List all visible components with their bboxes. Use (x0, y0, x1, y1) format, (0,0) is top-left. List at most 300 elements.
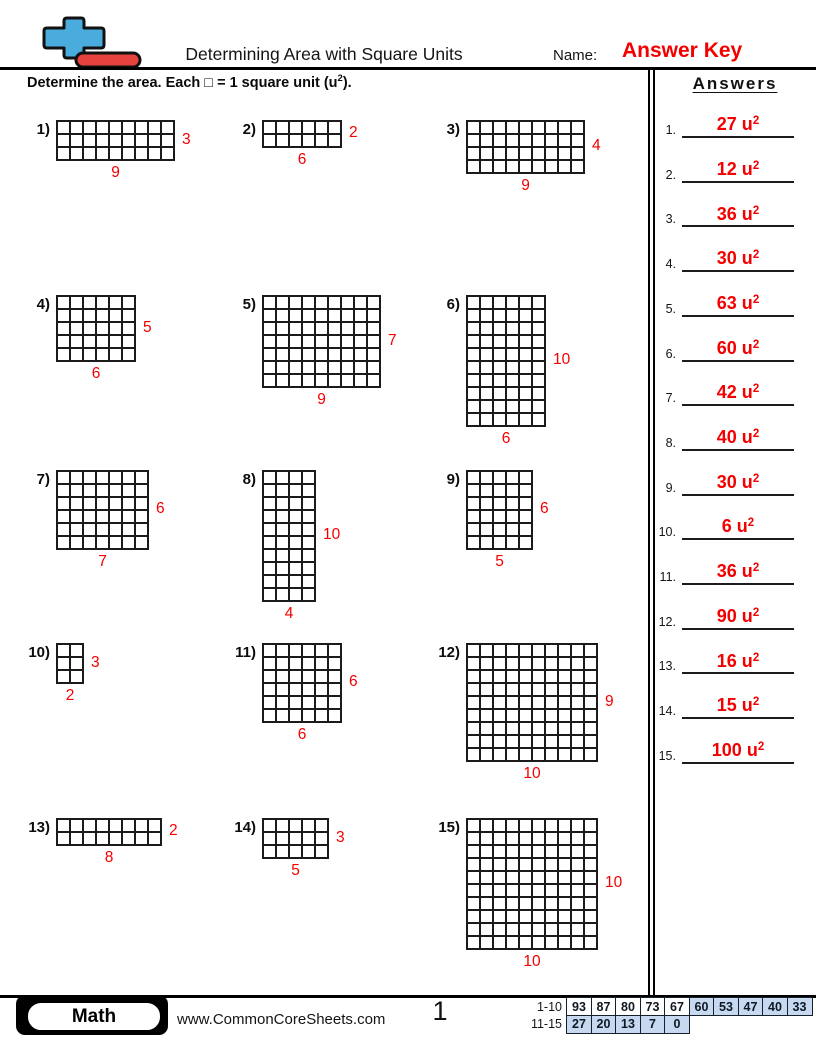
width-label: 6 (91, 365, 101, 382)
grid-cell (545, 644, 558, 657)
grid-cell (57, 121, 70, 134)
grid-cell (558, 871, 571, 884)
grid-cell (328, 657, 341, 670)
grid-cell (367, 322, 380, 335)
grid-cell (519, 484, 532, 497)
grid-cell (545, 832, 558, 845)
answer-blank (682, 741, 794, 764)
grid-cell (545, 121, 558, 134)
grid-cell (506, 657, 519, 670)
answer-blank (682, 652, 794, 675)
grid-cell (135, 484, 148, 497)
grid-cell (315, 696, 328, 709)
grid-cell (57, 147, 70, 160)
answer-superscript: 2 (752, 293, 760, 306)
grid-cell (506, 832, 519, 845)
grid-cell (289, 644, 302, 657)
grid-cell (315, 670, 328, 683)
grid-cell (493, 819, 506, 832)
grid-cell (558, 884, 571, 897)
grid-cell (532, 936, 545, 949)
grid-cell (467, 722, 480, 735)
grid-cell (545, 936, 558, 949)
grid-cell (467, 897, 480, 910)
answer-row (650, 240, 800, 272)
answer-row (650, 508, 800, 540)
grid-cell (467, 296, 480, 309)
grid-cell (519, 160, 532, 173)
grid-cell (532, 923, 545, 936)
grid-cell (341, 322, 354, 335)
instruction-text (27, 73, 352, 91)
grid-cell (545, 858, 558, 871)
grid-cell (571, 923, 584, 936)
grid-cell (506, 819, 519, 832)
grid-cell (558, 160, 571, 173)
grid-cell (571, 683, 584, 696)
height-label: 5 (143, 318, 152, 336)
grid-cell (354, 348, 367, 361)
grid-cell (109, 819, 122, 832)
grid-cell (571, 147, 584, 160)
grid-cell (263, 523, 276, 536)
grid-cell (109, 471, 122, 484)
grid-cell (276, 296, 289, 309)
grid-cell (532, 670, 545, 683)
grid-cell (289, 335, 302, 348)
grid-cell (506, 696, 519, 709)
height-label: 6 (349, 673, 358, 690)
grid-cell (57, 484, 70, 497)
grid-cell (263, 484, 276, 497)
width-label: 9 (317, 391, 326, 408)
grid-cell (148, 832, 161, 845)
grid-cell (315, 845, 328, 858)
grid-cell (263, 683, 276, 696)
grid-cell (263, 471, 276, 484)
answer-blank (682, 562, 794, 585)
grid-cell (289, 575, 302, 588)
grid-cell (289, 348, 302, 361)
unit-grid (56, 470, 149, 550)
grid-cell (506, 309, 519, 322)
grid-cell (467, 536, 480, 549)
grid-cell (122, 134, 135, 147)
unit-grid (466, 120, 585, 174)
grid-cell (519, 923, 532, 936)
grid-cell (276, 348, 289, 361)
width-label: 4 (284, 605, 294, 622)
grid-cell (506, 387, 519, 400)
answer-number: 4. (665, 257, 676, 272)
score-cell: 33 (787, 997, 813, 1016)
grid-cell (506, 709, 519, 722)
grid-cell (263, 832, 276, 845)
grid-cell (276, 845, 289, 858)
grid-cell (571, 657, 584, 670)
grid-cell (506, 670, 519, 683)
unit-grid (56, 295, 136, 362)
grid-cell (289, 322, 302, 335)
grid-cell (328, 683, 341, 696)
grid-cell (83, 296, 96, 309)
grid-cell (467, 683, 480, 696)
grid-cell (480, 335, 493, 348)
answer-row (650, 151, 800, 183)
score-cell: 7 (640, 1015, 666, 1034)
answer-number: 12. (658, 614, 676, 629)
grid-cell (584, 670, 597, 683)
grid-cell (315, 309, 328, 322)
answer-number: 5. (665, 301, 676, 316)
grid-cell (532, 845, 545, 858)
answer-value: 36 u (716, 203, 753, 224)
grid-cell (493, 400, 506, 413)
grid-cell (558, 644, 571, 657)
grid-cell (532, 696, 545, 709)
grid-cell (96, 322, 109, 335)
grid-cell (367, 374, 380, 387)
grid-cell (480, 910, 493, 923)
grid-cell (302, 348, 315, 361)
grid-cell (532, 160, 545, 173)
grid-cell (493, 936, 506, 949)
grid-cell (276, 709, 289, 722)
instruction-main: Determine the area. Each □ = 1 square unit (u (27, 74, 338, 91)
grid-cell (519, 497, 532, 510)
answer-value: 100 u (711, 739, 758, 760)
grid-cell (57, 322, 70, 335)
problem-number: 11) (235, 644, 256, 661)
grid-cell (571, 709, 584, 722)
grid-cell (302, 296, 315, 309)
grid-cell (367, 361, 380, 374)
grid-cell (532, 644, 545, 657)
grid-cell (276, 549, 289, 562)
grid-cell (532, 387, 545, 400)
grid-cell (571, 134, 584, 147)
grid-cell (493, 858, 506, 871)
grid-cell (354, 296, 367, 309)
answer-number: 14. (658, 704, 676, 719)
grid-cell (519, 536, 532, 549)
name-label: Name: (553, 47, 598, 64)
grid-cell (519, 413, 532, 426)
grid-cell (506, 374, 519, 387)
grid-cell (493, 696, 506, 709)
grid-cell (135, 510, 148, 523)
grid-cell (276, 536, 289, 549)
grid-cell (519, 696, 532, 709)
answer-row (650, 285, 800, 317)
grid-cell (480, 374, 493, 387)
grid-cell (315, 322, 328, 335)
answer-blank (682, 607, 794, 630)
grid-cell (57, 296, 70, 309)
height-label: 4 (592, 137, 601, 154)
answer-row (650, 464, 800, 496)
grid-cell (57, 536, 70, 549)
grid-cell (584, 683, 597, 696)
grid-cell (57, 819, 70, 832)
grid-cell (493, 871, 506, 884)
grid-cell (467, 884, 480, 897)
grid-cell (584, 936, 597, 949)
grid-cell (302, 670, 315, 683)
grid-cell (276, 657, 289, 670)
grid-cell (289, 471, 302, 484)
grid-cell (506, 361, 519, 374)
grid-cell (480, 147, 493, 160)
grid-cell (545, 884, 558, 897)
grid-cell (506, 471, 519, 484)
grid-cell (315, 121, 328, 134)
answer-number: 11. (659, 570, 676, 584)
height-label: 3 (182, 130, 191, 148)
grid-cell (480, 121, 493, 134)
grid-cell (571, 871, 584, 884)
grid-cell (83, 309, 96, 322)
grid-cell (289, 497, 302, 510)
grid-cell (480, 471, 493, 484)
grid-cell (519, 510, 532, 523)
grid-cell (148, 147, 161, 160)
grid-cell (571, 722, 584, 735)
answer-blank (682, 249, 794, 272)
unit-grid (56, 120, 175, 161)
grid-cell (289, 696, 302, 709)
grid-cell (545, 897, 558, 910)
grid-cell (545, 147, 558, 160)
grid-cell (109, 484, 122, 497)
grid-cell (480, 160, 493, 173)
grid-cell (70, 497, 83, 510)
grid-cell (584, 871, 597, 884)
grid-cell (276, 361, 289, 374)
grid-cell (302, 536, 315, 549)
answer-superscript: 2 (752, 562, 760, 575)
grid-cell (83, 536, 96, 549)
answer-key-label: Answer Key (622, 39, 743, 62)
problem-number: 9) (446, 471, 460, 488)
grid-cell (493, 644, 506, 657)
grid-cell (83, 523, 96, 536)
grid-cell (83, 471, 96, 484)
grid-cell (276, 832, 289, 845)
grid-cell (532, 897, 545, 910)
grid-cell (532, 748, 545, 761)
grid-cell (263, 670, 276, 683)
grid-cell (109, 523, 122, 536)
answer-row (650, 195, 800, 227)
grid-cell (263, 845, 276, 858)
grid-cell (480, 484, 493, 497)
grid-cell (122, 832, 135, 845)
grid-cell (263, 588, 276, 601)
math-badge (16, 995, 168, 1035)
grid-cell (57, 471, 70, 484)
grid-cell (70, 819, 83, 832)
grid-cell (289, 134, 302, 147)
answer-blank (682, 160, 794, 183)
grid-cell (328, 296, 341, 309)
grid-cell (519, 897, 532, 910)
grid-cell (148, 121, 161, 134)
grid-cell (263, 322, 276, 335)
grid-cell (532, 832, 545, 845)
grid-cell (57, 335, 70, 348)
answer-row (650, 106, 800, 138)
grid-cell (122, 348, 135, 361)
unit-grid (466, 470, 533, 550)
height-label: 2 (169, 822, 178, 839)
grid-cell (263, 361, 276, 374)
grid-cell (341, 309, 354, 322)
answer-number: 2. (665, 167, 676, 182)
answer-number: 1. (665, 123, 676, 137)
width-label: 9 (111, 164, 120, 181)
width-label: 7 (98, 553, 107, 570)
grid-cell (571, 121, 584, 134)
answer-row (650, 330, 800, 362)
grid-cell (480, 536, 493, 549)
grid-cell (122, 484, 135, 497)
grid-cell (571, 748, 584, 761)
grid-cell (493, 309, 506, 322)
grid-cell (467, 497, 480, 510)
grid-cell (289, 670, 302, 683)
grid-cell (302, 335, 315, 348)
grid-cell (519, 936, 532, 949)
grid-cell (519, 322, 532, 335)
grid-cell (493, 134, 506, 147)
grid-cell (315, 361, 328, 374)
grid-cell (467, 657, 480, 670)
answer-number: 3. (665, 212, 676, 227)
answer-blank (682, 473, 794, 496)
grid-cell (302, 575, 315, 588)
grid-cell (467, 923, 480, 936)
grid-cell (467, 832, 480, 845)
grid-cell (532, 348, 545, 361)
grid-cell (122, 471, 135, 484)
grid-cell (532, 819, 545, 832)
score-row (518, 1015, 813, 1034)
grid-cell (276, 588, 289, 601)
height-label: 6 (540, 500, 549, 517)
score-cell: 20 (591, 1015, 617, 1034)
grid-cell (584, 696, 597, 709)
grid-cell (302, 374, 315, 387)
grid-cell (493, 657, 506, 670)
grid-cell (263, 549, 276, 562)
grid-cell (519, 361, 532, 374)
grid-cell (263, 657, 276, 670)
answer-row (650, 732, 800, 764)
grid-cell (532, 374, 545, 387)
grid-cell (519, 709, 532, 722)
grid-cell (519, 748, 532, 761)
answer-row (650, 419, 800, 451)
grid-cell (584, 858, 597, 871)
grid-cell (493, 348, 506, 361)
score-range-label: 11-15 (530, 1017, 562, 1031)
grid-cell (571, 845, 584, 858)
grid-cell (519, 845, 532, 858)
grid-cell (122, 147, 135, 160)
answers-heading: Answers (692, 74, 778, 93)
problem-number: 10) (28, 644, 50, 661)
grid-cell (493, 147, 506, 160)
grid-cell (584, 735, 597, 748)
grid-cell (135, 497, 148, 510)
grid-cell (96, 523, 109, 536)
grid-cell (328, 709, 341, 722)
grid-cell (545, 845, 558, 858)
grid-cell (493, 683, 506, 696)
grid-cell (70, 670, 83, 683)
grid-cell (122, 536, 135, 549)
grid-cell (315, 348, 328, 361)
grid-cell (558, 936, 571, 949)
grid-cell (328, 121, 341, 134)
grid-cell (135, 147, 148, 160)
grid-cell (506, 923, 519, 936)
grid-cell (96, 147, 109, 160)
grid-cell (276, 471, 289, 484)
grid-cell (493, 374, 506, 387)
grid-cell (506, 348, 519, 361)
grid-cell (467, 160, 480, 173)
grid-cell (506, 845, 519, 858)
grid-cell (506, 484, 519, 497)
grid-cell (493, 709, 506, 722)
grid-cell (480, 709, 493, 722)
unit-grid (466, 643, 598, 762)
grid-cell (315, 657, 328, 670)
grid-cell (493, 335, 506, 348)
grid-cell (263, 497, 276, 510)
grid-cell (480, 387, 493, 400)
grid-cell (506, 147, 519, 160)
grid-cell (558, 657, 571, 670)
problem-number: 8) (242, 471, 256, 488)
grid-cell (480, 134, 493, 147)
grid-cell (467, 709, 480, 722)
grid-cell (506, 722, 519, 735)
grid-cell (109, 335, 122, 348)
grid-cell (148, 134, 161, 147)
grid-cell (584, 819, 597, 832)
grid-cell (506, 160, 519, 173)
problem-number: 1) (36, 121, 50, 138)
problem-number: 13) (28, 819, 50, 836)
grid-cell (83, 510, 96, 523)
grid-cell (584, 657, 597, 670)
problem-number: 7) (36, 471, 50, 488)
grid-cell (480, 858, 493, 871)
grid-cell (276, 497, 289, 510)
grid-cell (70, 134, 83, 147)
grid-cell (354, 361, 367, 374)
grid-cell (545, 160, 558, 173)
grid-cell (276, 484, 289, 497)
grid-cell (506, 335, 519, 348)
grid-cell (493, 735, 506, 748)
grid-cell (480, 296, 493, 309)
grid-cell (122, 335, 135, 348)
grid-cell (161, 134, 174, 147)
